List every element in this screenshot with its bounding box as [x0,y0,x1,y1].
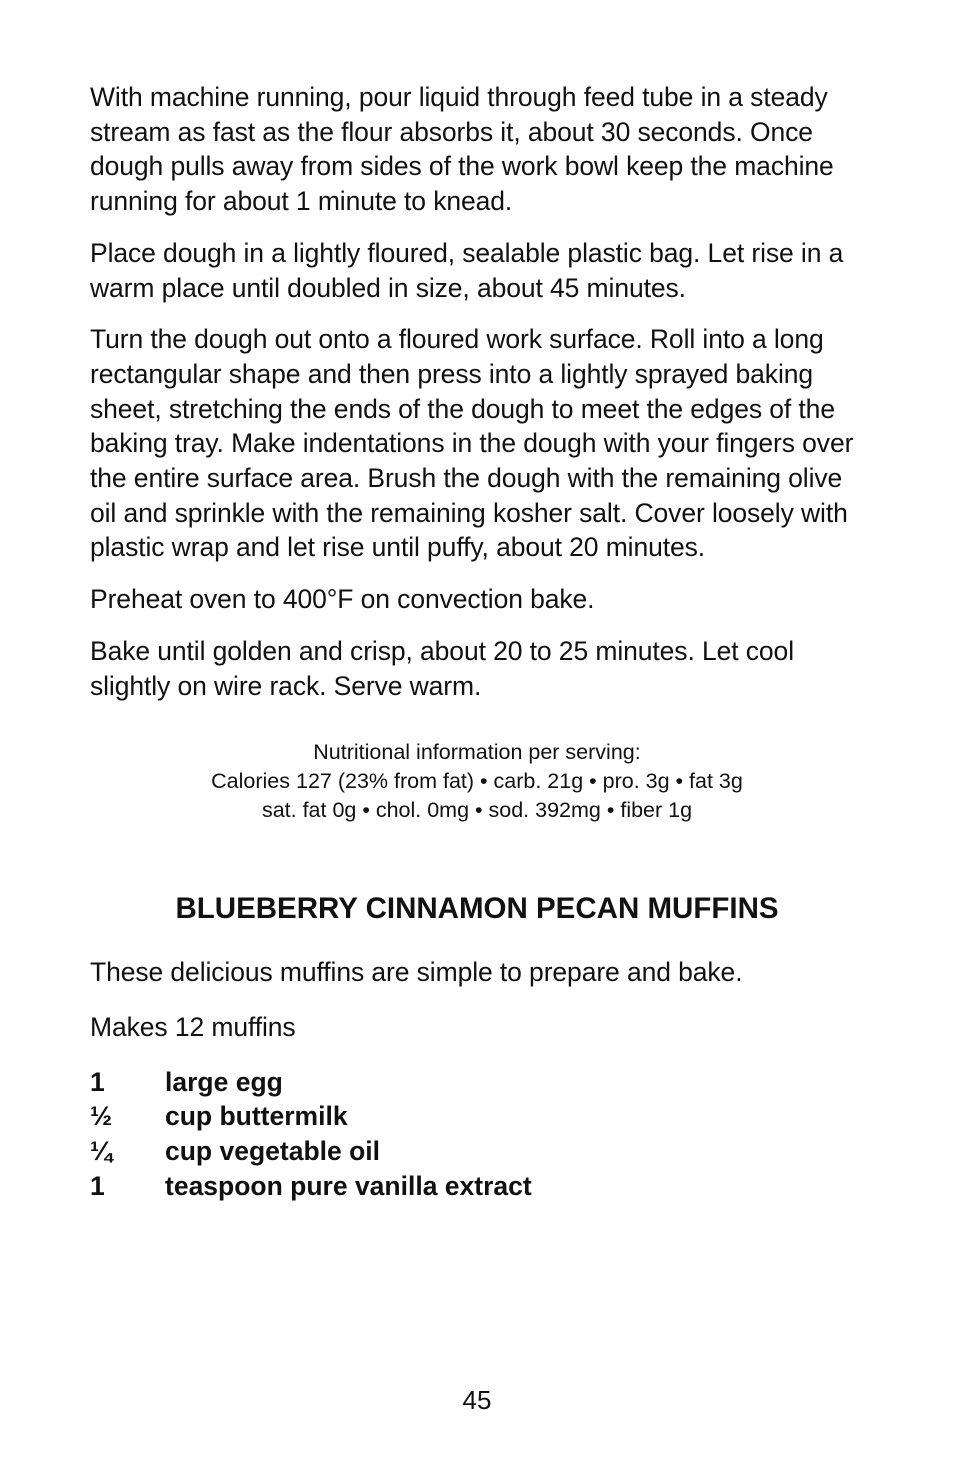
recipe-title: BLUEBERRY CINNAMON PECAN MUFFINS [175,892,779,926]
recipe-intro: These delicious muffins are simple to prepare and bake. [90,957,743,988]
ingredient-item [90,1134,870,1169]
nutrition-info [90,738,864,825]
instruction-paragraph: Bake until golden and crisp, about 20 to 25 minutes. Let cool slightly on wire rack. Serve warm. [90,635,794,701]
ingredient-qty: ¼ [90,1136,113,1167]
ingredient-qty: ½ [90,1101,113,1132]
ingredient-item [90,1065,870,1100]
ingredient-name: cup vegetable oil [165,1136,381,1167]
ingredient-name: teaspoon pure vanilla extract [165,1170,532,1201]
ingredient-qty: 1 [90,1170,105,1201]
instruction-paragraph: Preheat oven to 400°F on convection bake. [90,584,595,615]
ingredient-name: cup buttermilk [165,1101,348,1132]
page-content [90,80,870,1219]
instruction-paragraph: Place dough in a lightly floured, sealable plastic bag. Let rise in a warm place until doubled in size, about 45 minutes. [90,237,844,303]
nutrition-line: Calories 127 (23% from fat) • carb. 21g • pro. 3g • fat 3g [211,769,743,794]
ingredient-qty: 1 [90,1066,105,1097]
recipe-yield: Makes 12 muffins [90,1011,296,1042]
nutrition-line: sat. fat 0g • chol. 0mg • sod. 392mg • fiber 1g [261,798,693,823]
ingredient-name: large egg [165,1066,283,1097]
ingredient-list [90,1065,870,1204]
page-number: 45 [462,1385,492,1415]
instruction-paragraph: Turn the dough out onto a floured work surface. Roll into a long rectangular shape and then press into a lightly sprayed baking sheet, stretching the ends of the dough to meet the edges of the baking tray. Make indentations in the dough with your fingers over the entire surface area. Brush the dough with the remaining olive oil and sprinkle with the remaining kosher salt. Cover loosely with plastic wrap and let rise until puffy, about 20 minutes. [90,324,854,563]
ingredient-item [90,1169,870,1204]
nutrition-heading: Nutritional information per serving: [313,740,641,765]
instruction-paragraph: With machine running, pour liquid through feed tube in a steady stream as fast as the flour absorbs it, about 30 seconds. Once dough pulls away from sides of the work bowl keep the machine running for about 1 minute to knead. [90,82,834,217]
ingredient-item [90,1099,870,1134]
